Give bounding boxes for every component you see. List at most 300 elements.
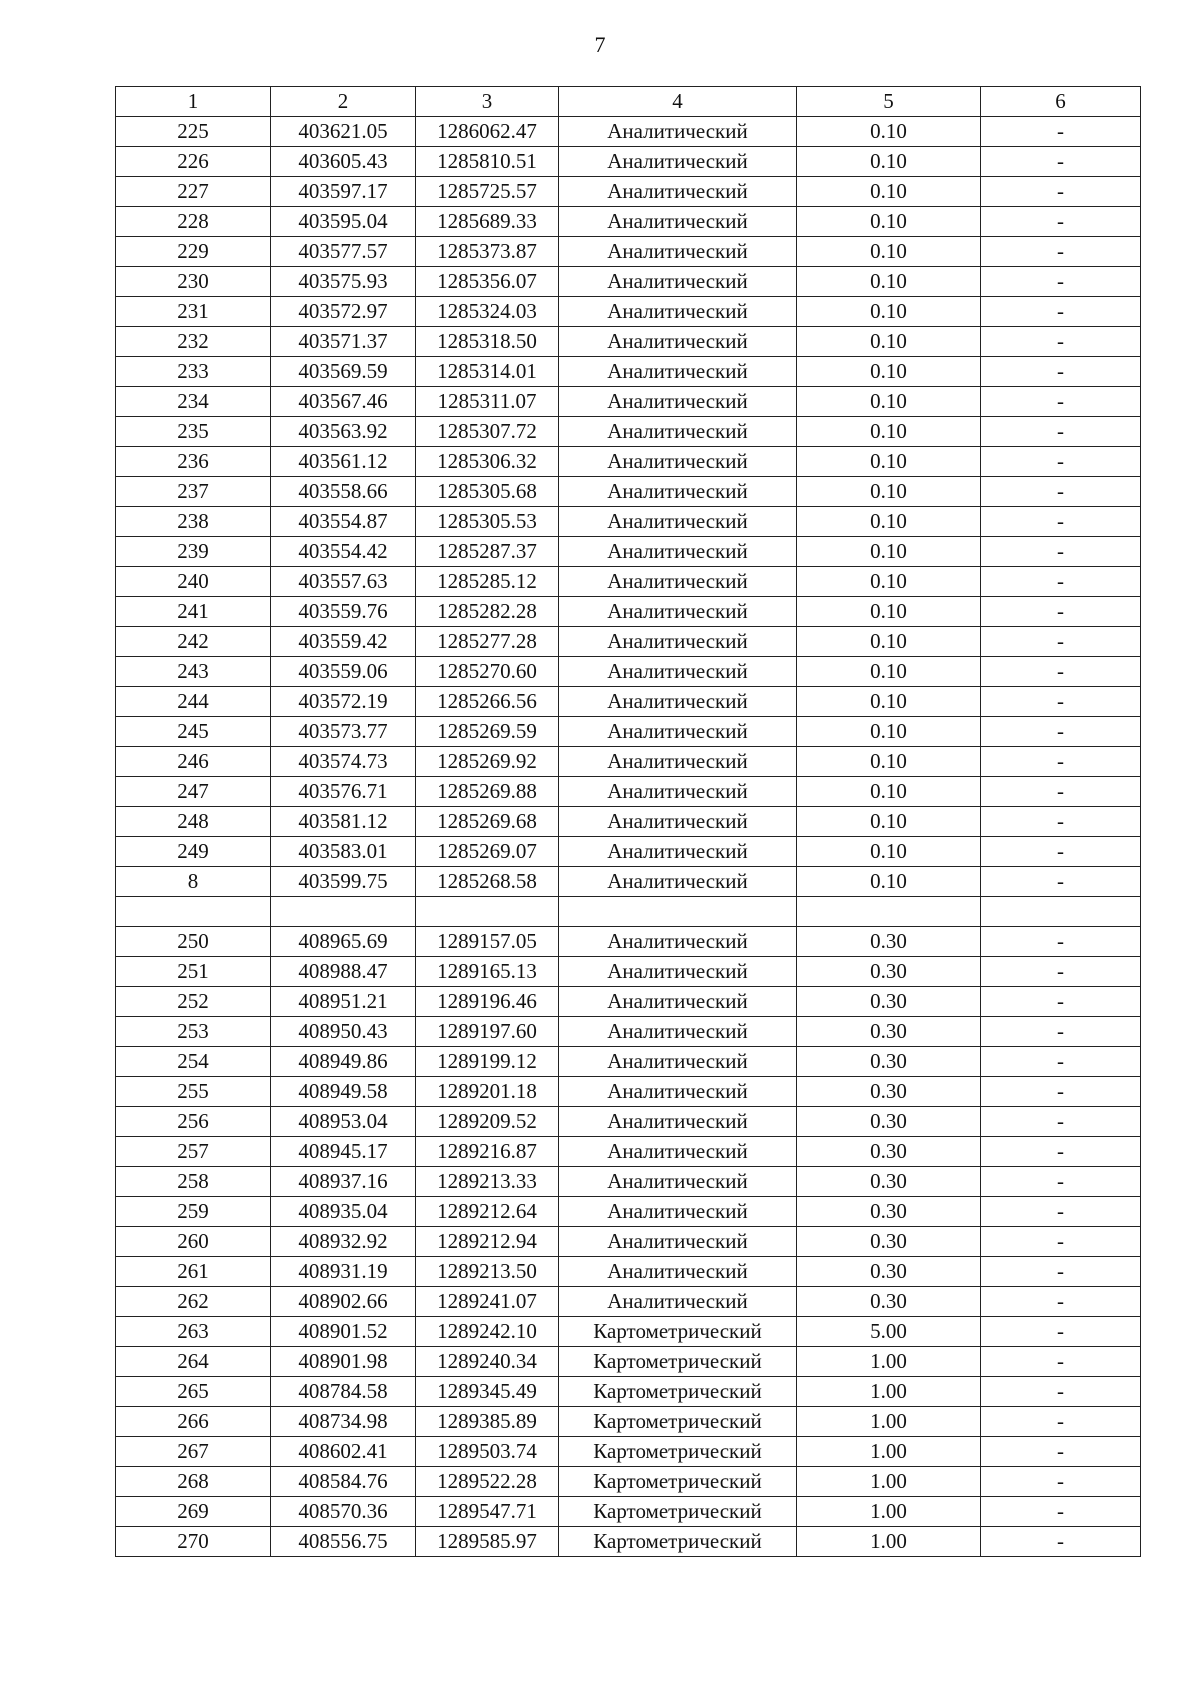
method-cell: Аналитический: [559, 747, 797, 777]
coordinate-x-cell: 408937.16: [271, 1167, 416, 1197]
accuracy-cell: 0.10: [797, 717, 981, 747]
method-cell: Аналитический: [559, 717, 797, 747]
method-cell: Аналитический: [559, 117, 797, 147]
accuracy-cell: 0.10: [797, 567, 981, 597]
coordinate-y-cell: 1285356.07: [416, 267, 559, 297]
coordinate-y-cell: 1289213.50: [416, 1257, 559, 1287]
note-cell: -: [981, 1107, 1141, 1137]
method-cell: Аналитический: [559, 1257, 797, 1287]
coordinate-y-cell: 1289196.46: [416, 987, 559, 1017]
point-number-cell: 225: [116, 117, 271, 147]
point-number-cell: 242: [116, 627, 271, 657]
coordinate-y-cell: 1289240.34: [416, 1347, 559, 1377]
coordinate-x-cell: 408570.36: [271, 1497, 416, 1527]
coordinate-x-cell: 408949.58: [271, 1077, 416, 1107]
table-row: [116, 1257, 1141, 1287]
table-row: [116, 207, 1141, 237]
accuracy-cell: 0.30: [797, 1287, 981, 1317]
point-number-cell: 253: [116, 1017, 271, 1047]
point-number-cell: 240: [116, 567, 271, 597]
accuracy-cell: 0.10: [797, 207, 981, 237]
accuracy-cell: 0.30: [797, 1197, 981, 1227]
point-number-cell: 270: [116, 1527, 271, 1557]
point-number-cell: 237: [116, 477, 271, 507]
accuracy-cell: 1.00: [797, 1437, 981, 1467]
coordinate-x-cell: 403554.87: [271, 507, 416, 537]
note-cell: -: [981, 327, 1141, 357]
method-cell: Аналитический: [559, 1167, 797, 1197]
accuracy-cell: 0.30: [797, 1227, 981, 1257]
table-row: [116, 387, 1141, 417]
coordinate-x-cell: 403569.59: [271, 357, 416, 387]
accuracy-cell: 0.10: [797, 777, 981, 807]
note-cell: -: [981, 357, 1141, 387]
accuracy-cell: 1.00: [797, 1407, 981, 1437]
method-cell: Аналитический: [559, 1227, 797, 1257]
note-cell: -: [981, 1257, 1141, 1287]
point-number-cell: 258: [116, 1167, 271, 1197]
method-cell: Аналитический: [559, 417, 797, 447]
coordinate-y-cell: 1285287.37: [416, 537, 559, 567]
point-number-cell: 231: [116, 297, 271, 327]
point-number-cell: 265: [116, 1377, 271, 1407]
header-cell: 1: [116, 87, 271, 117]
coordinate-x-cell: 403595.04: [271, 207, 416, 237]
table-row: [116, 777, 1141, 807]
coordinate-y-cell: 1285282.28: [416, 597, 559, 627]
note-cell: -: [981, 1437, 1141, 1467]
accuracy-cell: 0.30: [797, 927, 981, 957]
point-number-cell: 229: [116, 237, 271, 267]
point-number-cell: 266: [116, 1407, 271, 1437]
coordinate-x-cell: 408951.21: [271, 987, 416, 1017]
note-cell: -: [981, 627, 1141, 657]
coordinate-y-cell: 1285725.57: [416, 177, 559, 207]
method-cell: Аналитический: [559, 807, 797, 837]
accuracy-cell: 0.10: [797, 117, 981, 147]
point-number-cell: [116, 897, 271, 927]
coordinate-y-cell: 1285305.53: [416, 507, 559, 537]
table-row: [116, 1107, 1141, 1137]
table-row: [116, 747, 1141, 777]
coordinate-y-cell: 1285324.03: [416, 297, 559, 327]
coordinate-x-cell: 403559.42: [271, 627, 416, 657]
accuracy-cell: 0.10: [797, 837, 981, 867]
coordinate-y-cell: 1289522.28: [416, 1467, 559, 1497]
coordinate-x-cell: 403574.73: [271, 747, 416, 777]
note-cell: -: [981, 1317, 1141, 1347]
accuracy-cell: 0.30: [797, 1137, 981, 1167]
point-number-cell: 261: [116, 1257, 271, 1287]
coordinate-y-cell: 1285810.51: [416, 147, 559, 177]
accuracy-cell: 0.10: [797, 387, 981, 417]
coordinate-x-cell: 403567.46: [271, 387, 416, 417]
method-cell: Аналитический: [559, 687, 797, 717]
table-row: [116, 1287, 1141, 1317]
coordinate-x-cell: 403597.17: [271, 177, 416, 207]
note-cell: -: [981, 1287, 1141, 1317]
note-cell: -: [981, 1137, 1141, 1167]
point-number-cell: 235: [116, 417, 271, 447]
point-number-cell: 248: [116, 807, 271, 837]
coordinate-y-cell: 1285318.50: [416, 327, 559, 357]
method-cell: Аналитический: [559, 177, 797, 207]
note-cell: -: [981, 1167, 1141, 1197]
coordinate-x-cell: 403559.06: [271, 657, 416, 687]
note-cell: -: [981, 687, 1141, 717]
coordinate-x-cell: 408988.47: [271, 957, 416, 987]
coordinate-x-cell: 403572.97: [271, 297, 416, 327]
coordinate-y-cell: 1285305.68: [416, 477, 559, 507]
method-cell: Аналитический: [559, 627, 797, 657]
table-row: [116, 1167, 1141, 1197]
note-cell: -: [981, 597, 1141, 627]
method-cell: Картометрический: [559, 1527, 797, 1557]
point-number-cell: 232: [116, 327, 271, 357]
coordinate-x-cell: 408734.98: [271, 1407, 416, 1437]
method-cell: Картометрический: [559, 1377, 797, 1407]
header-cell: 3: [416, 87, 559, 117]
point-number-cell: 267: [116, 1437, 271, 1467]
coordinate-y-cell: 1285306.32: [416, 447, 559, 477]
header-cell: 2: [271, 87, 416, 117]
coordinate-y-cell: [416, 897, 559, 927]
coordinate-y-cell: 1285269.07: [416, 837, 559, 867]
point-number-cell: 247: [116, 777, 271, 807]
accuracy-cell: 0.10: [797, 237, 981, 267]
accuracy-cell: 0.10: [797, 267, 981, 297]
note-cell: -: [981, 777, 1141, 807]
point-number-cell: 8: [116, 867, 271, 897]
coordinate-y-cell: 1289165.13: [416, 957, 559, 987]
coordinate-x-cell: 403572.19: [271, 687, 416, 717]
method-cell: Аналитический: [559, 237, 797, 267]
table-row: [116, 1317, 1141, 1347]
accuracy-cell: 1.00: [797, 1377, 981, 1407]
method-cell: Аналитический: [559, 357, 797, 387]
coordinate-y-cell: 1285269.88: [416, 777, 559, 807]
point-number-cell: 245: [116, 717, 271, 747]
point-number-cell: 226: [116, 147, 271, 177]
coordinate-x-cell: 403575.93: [271, 267, 416, 297]
accuracy-cell: 1.00: [797, 1467, 981, 1497]
coordinate-x-cell: 408784.58: [271, 1377, 416, 1407]
coordinate-y-cell: 1289385.89: [416, 1407, 559, 1437]
table-row: [116, 1437, 1141, 1467]
coordinate-y-cell: 1289503.74: [416, 1437, 559, 1467]
method-cell: Аналитический: [559, 267, 797, 297]
table-row: [116, 477, 1141, 507]
method-cell: Аналитический: [559, 567, 797, 597]
note-cell: -: [981, 867, 1141, 897]
coordinate-x-cell: 403573.77: [271, 717, 416, 747]
coordinate-x-cell: 403559.76: [271, 597, 416, 627]
point-number-cell: 244: [116, 687, 271, 717]
point-number-cell: 236: [116, 447, 271, 477]
method-cell: Аналитический: [559, 1107, 797, 1137]
table-row: [116, 327, 1141, 357]
note-cell: -: [981, 1497, 1141, 1527]
method-cell: Аналитический: [559, 957, 797, 987]
accuracy-cell: 0.10: [797, 867, 981, 897]
accuracy-cell: 0.10: [797, 627, 981, 657]
coordinate-y-cell: 1285269.92: [416, 747, 559, 777]
coordinate-x-cell: 403561.12: [271, 447, 416, 477]
table-row: [116, 1017, 1141, 1047]
coordinate-y-cell: 1289212.64: [416, 1197, 559, 1227]
coordinate-x-cell: 408931.19: [271, 1257, 416, 1287]
point-number-cell: 249: [116, 837, 271, 867]
coordinate-y-cell: 1285285.12: [416, 567, 559, 597]
table-row: [116, 957, 1141, 987]
accuracy-cell: 0.10: [797, 807, 981, 837]
coordinate-x-cell: 408950.43: [271, 1017, 416, 1047]
accuracy-cell: 0.10: [797, 417, 981, 447]
point-number-cell: 256: [116, 1107, 271, 1137]
coordinate-x-cell: 403621.05: [271, 117, 416, 147]
header-cell: 4: [559, 87, 797, 117]
table-row: [116, 1047, 1141, 1077]
accuracy-cell: 0.10: [797, 327, 981, 357]
coordinate-x-cell: 408953.04: [271, 1107, 416, 1137]
table-row: [116, 117, 1141, 147]
coordinate-x-cell: 408556.75: [271, 1527, 416, 1557]
table-row: [116, 1347, 1141, 1377]
coordinate-x-cell: 403576.71: [271, 777, 416, 807]
table-row: [116, 1227, 1141, 1257]
accuracy-cell: 0.30: [797, 1107, 981, 1137]
method-cell: Аналитический: [559, 777, 797, 807]
coordinate-x-cell: 403581.12: [271, 807, 416, 837]
method-cell: Аналитический: [559, 387, 797, 417]
table-row: [116, 627, 1141, 657]
accuracy-cell: 1.00: [797, 1527, 981, 1557]
accuracy-cell: 0.10: [797, 357, 981, 387]
coordinate-y-cell: 1289547.71: [416, 1497, 559, 1527]
note-cell: -: [981, 1527, 1141, 1557]
method-cell: Картометрический: [559, 1347, 797, 1377]
coordinate-y-cell: 1285266.56: [416, 687, 559, 717]
point-number-cell: 241: [116, 597, 271, 627]
table-row: [116, 507, 1141, 537]
coordinate-y-cell: 1285307.72: [416, 417, 559, 447]
coordinate-x-cell: 403599.75: [271, 867, 416, 897]
coordinate-x-cell: 408949.86: [271, 1047, 416, 1077]
coordinate-y-cell: 1289241.07: [416, 1287, 559, 1317]
table-row: [116, 567, 1141, 597]
coordinate-y-cell: 1289201.18: [416, 1077, 559, 1107]
coordinate-x-cell: 408945.17: [271, 1137, 416, 1167]
method-cell: Аналитический: [559, 147, 797, 177]
coordinate-x-cell: 408901.98: [271, 1347, 416, 1377]
note-cell: -: [981, 1407, 1141, 1437]
coordinate-y-cell: 1285269.59: [416, 717, 559, 747]
coordinate-y-cell: 1286062.47: [416, 117, 559, 147]
coordinate-y-cell: 1285311.07: [416, 387, 559, 417]
method-cell: Аналитический: [559, 447, 797, 477]
point-number-cell: 233: [116, 357, 271, 387]
coordinate-x-cell: 403583.01: [271, 837, 416, 867]
point-number-cell: 269: [116, 1497, 271, 1527]
method-cell: Аналитический: [559, 1287, 797, 1317]
coordinate-y-cell: 1285268.58: [416, 867, 559, 897]
note-cell: -: [981, 297, 1141, 327]
table-row: [116, 447, 1141, 477]
note-cell: -: [981, 1377, 1141, 1407]
point-number-cell: 251: [116, 957, 271, 987]
table-row: [116, 267, 1141, 297]
point-number-cell: 264: [116, 1347, 271, 1377]
accuracy-cell: 0.10: [797, 597, 981, 627]
accuracy-cell: 0.10: [797, 537, 981, 567]
coordinate-y-cell: 1285270.60: [416, 657, 559, 687]
point-number-cell: 262: [116, 1287, 271, 1317]
coordinate-y-cell: 1289199.12: [416, 1047, 559, 1077]
coordinate-y-cell: 1289585.97: [416, 1527, 559, 1557]
method-cell: Аналитический: [559, 657, 797, 687]
point-number-cell: 250: [116, 927, 271, 957]
note-cell: -: [981, 957, 1141, 987]
note-cell: -: [981, 447, 1141, 477]
point-number-cell: 252: [116, 987, 271, 1017]
note-cell: -: [981, 207, 1141, 237]
coordinate-y-cell: 1285314.01: [416, 357, 559, 387]
coordinate-y-cell: 1289197.60: [416, 1017, 559, 1047]
table-row: [116, 837, 1141, 867]
accuracy-cell: 0.30: [797, 1047, 981, 1077]
table-row: [116, 237, 1141, 267]
method-cell: Аналитический: [559, 597, 797, 627]
coordinate-x-cell: 408935.04: [271, 1197, 416, 1227]
table-header-row: [116, 87, 1141, 117]
point-number-cell: 255: [116, 1077, 271, 1107]
accuracy-cell: 0.30: [797, 987, 981, 1017]
table-row: [116, 657, 1141, 687]
method-cell: Картометрический: [559, 1317, 797, 1347]
table-row: [116, 417, 1141, 447]
coordinate-x-cell: 408965.69: [271, 927, 416, 957]
header-cell: 6: [981, 87, 1141, 117]
table-row: [116, 1527, 1141, 1557]
point-number-cell: 260: [116, 1227, 271, 1257]
coordinate-x-cell: 403571.37: [271, 327, 416, 357]
table-row: [116, 357, 1141, 387]
point-number-cell: 230: [116, 267, 271, 297]
method-cell: Аналитический: [559, 477, 797, 507]
table-row: [116, 687, 1141, 717]
accuracy-cell: 0.10: [797, 447, 981, 477]
coordinates-table: [115, 86, 1141, 1557]
accuracy-cell: 0.30: [797, 1077, 981, 1107]
note-cell: -: [981, 747, 1141, 777]
accuracy-cell: 0.10: [797, 147, 981, 177]
coordinate-y-cell: 1285689.33: [416, 207, 559, 237]
point-number-cell: 259: [116, 1197, 271, 1227]
table-row: [116, 867, 1141, 897]
note-cell: -: [981, 117, 1141, 147]
note-cell: -: [981, 387, 1141, 417]
method-cell: Аналитический: [559, 1017, 797, 1047]
coordinate-x-cell: 403577.57: [271, 237, 416, 267]
coordinate-x-cell: 403557.63: [271, 567, 416, 597]
note-cell: -: [981, 477, 1141, 507]
accuracy-cell: 1.00: [797, 1497, 981, 1527]
note-cell: [981, 897, 1141, 927]
accuracy-cell: 0.30: [797, 1257, 981, 1287]
accuracy-cell: 0.30: [797, 1167, 981, 1197]
coordinate-y-cell: 1285269.68: [416, 807, 559, 837]
note-cell: -: [981, 1077, 1141, 1107]
table-row: [116, 297, 1141, 327]
accuracy-cell: 0.30: [797, 1017, 981, 1047]
coordinate-y-cell: 1289345.49: [416, 1377, 559, 1407]
table-row: [116, 1077, 1141, 1107]
note-cell: -: [981, 237, 1141, 267]
note-cell: -: [981, 1467, 1141, 1497]
point-number-cell: 243: [116, 657, 271, 687]
note-cell: -: [981, 837, 1141, 867]
coordinate-x-cell: 408602.41: [271, 1437, 416, 1467]
page-number: 7: [594, 32, 606, 57]
accuracy-cell: 0.10: [797, 657, 981, 687]
coordinate-y-cell: 1289157.05: [416, 927, 559, 957]
note-cell: -: [981, 1047, 1141, 1077]
table-row: [116, 1197, 1141, 1227]
accuracy-cell: 5.00: [797, 1317, 981, 1347]
point-number-cell: 257: [116, 1137, 271, 1167]
accuracy-cell: [797, 897, 981, 927]
method-cell: Аналитический: [559, 327, 797, 357]
coordinate-x-cell: [271, 897, 416, 927]
point-number-cell: 228: [116, 207, 271, 237]
note-cell: -: [981, 1197, 1141, 1227]
table-row: [116, 987, 1141, 1017]
coordinate-x-cell: 408901.52: [271, 1317, 416, 1347]
method-cell: Аналитический: [559, 507, 797, 537]
note-cell: -: [981, 537, 1141, 567]
accuracy-cell: 0.10: [797, 177, 981, 207]
accuracy-cell: 0.30: [797, 957, 981, 987]
table-row: [116, 537, 1141, 567]
point-number-cell: 268: [116, 1467, 271, 1497]
note-cell: -: [981, 177, 1141, 207]
point-number-cell: 246: [116, 747, 271, 777]
table-row: [116, 597, 1141, 627]
point-number-cell: 254: [116, 1047, 271, 1077]
coordinate-y-cell: 1289216.87: [416, 1137, 559, 1167]
method-cell: Аналитический: [559, 1077, 797, 1107]
table-row: [116, 897, 1141, 927]
note-cell: -: [981, 807, 1141, 837]
accuracy-cell: 0.10: [797, 297, 981, 327]
method-cell: Аналитический: [559, 537, 797, 567]
method-cell: Аналитический: [559, 1197, 797, 1227]
method-cell: [559, 897, 797, 927]
note-cell: -: [981, 417, 1141, 447]
point-number-cell: 263: [116, 1317, 271, 1347]
table-row: [116, 177, 1141, 207]
note-cell: -: [981, 567, 1141, 597]
point-number-cell: 234: [116, 387, 271, 417]
table-row: [116, 1467, 1141, 1497]
method-cell: Аналитический: [559, 297, 797, 327]
table-row: [116, 1137, 1141, 1167]
point-number-cell: 239: [116, 537, 271, 567]
accuracy-cell: 0.10: [797, 747, 981, 777]
coordinate-x-cell: 408584.76: [271, 1467, 416, 1497]
table-row: [116, 147, 1141, 177]
note-cell: -: [981, 717, 1141, 747]
